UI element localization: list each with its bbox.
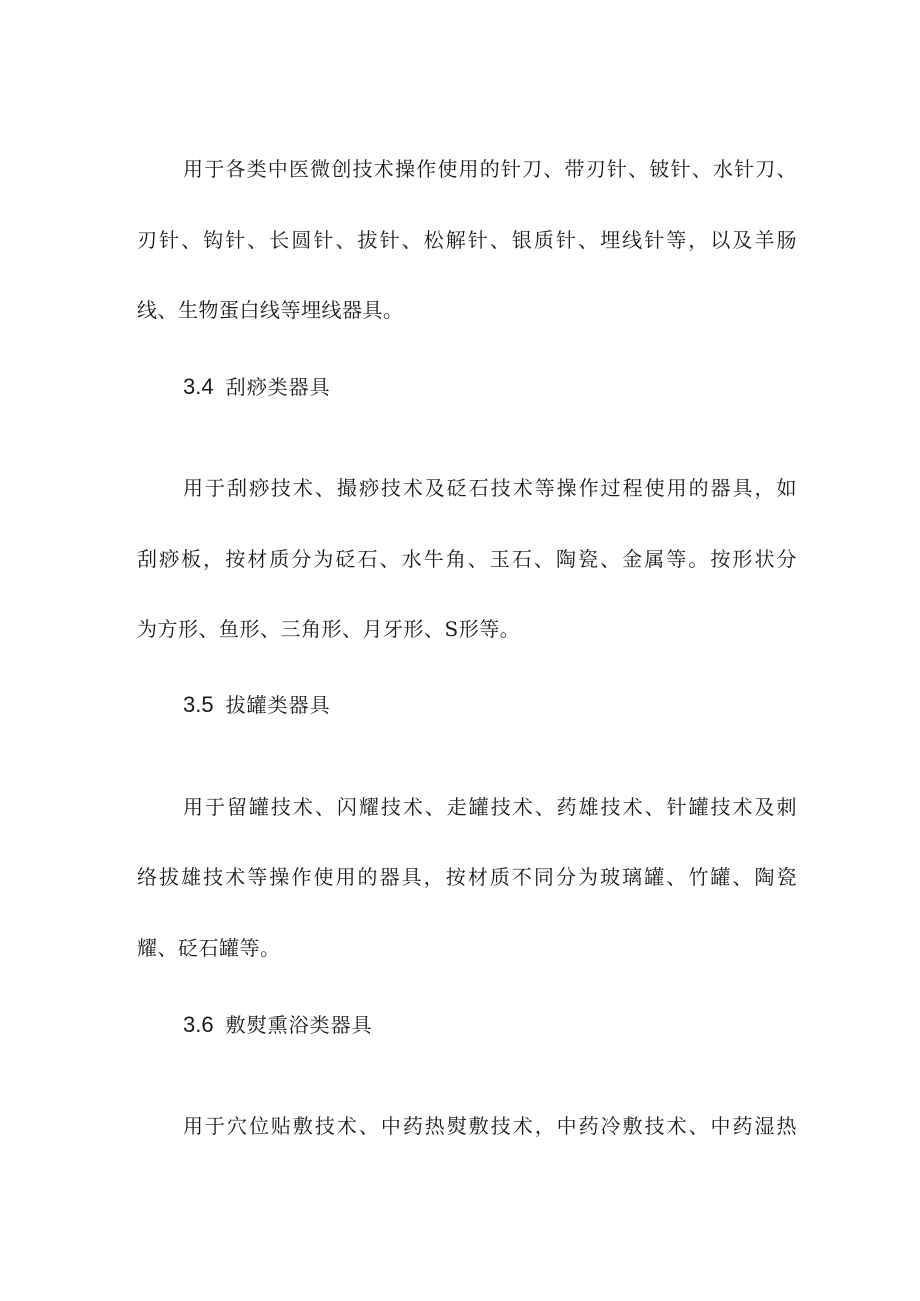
paragraph-3-line-2: 络拔雄技术等操作使用的器具，按材质不同分为玻璃罐、竹罐、陶瓷 — [137, 865, 797, 889]
paragraph-1-line-1: 用于各类中医微创技术操作使用的针刀、带刃针、铍针、水针刀、 — [183, 157, 797, 181]
section-number: 3.5 — [183, 692, 214, 717]
section-title: 敷熨熏浴类器具 — [225, 1013, 373, 1037]
section-number: 3.6 — [183, 1012, 214, 1037]
section-heading-3-4 — [183, 372, 331, 402]
paragraph-1-line-3: 线、生物蛋白线等埋线器具。 — [137, 298, 404, 322]
paragraph-3-line-3: 耀、砭石罐等。 — [137, 936, 281, 960]
section-number: 3.4 — [183, 374, 214, 399]
section-title: 刮痧类器具 — [225, 375, 331, 399]
paragraph-2-line-2: 刮痧板，按材质分为砭石、水牛角、玉石、陶瓷、金属等。按形状分 — [137, 547, 797, 571]
paragraph-2-line-1: 用于刮痧技术、撮痧技术及砭石技术等操作过程使用的器具，如 — [183, 476, 797, 500]
paragraph-4-line-1: 用于穴位贴敷技术、中药热熨敷技术，中药冷敷技术、中药湿热 — [183, 1114, 797, 1138]
paragraph-3-line-1: 用于留罐技术、闪耀技术、走罐技术、药雄技术、针罐技术及刺 — [183, 795, 797, 819]
section-heading-3-5 — [183, 690, 331, 720]
paragraph-2-line-3: 为方形、鱼形、三角形、月牙形、S形等。 — [137, 617, 521, 641]
section-heading-3-6 — [183, 1010, 373, 1040]
paragraph-1-line-2: 刃针、钩针、长圆针、拔针、松解针、银质针、埋线针等，以及羊肠 — [137, 228, 797, 252]
section-title: 拔罐类器具 — [225, 693, 331, 717]
